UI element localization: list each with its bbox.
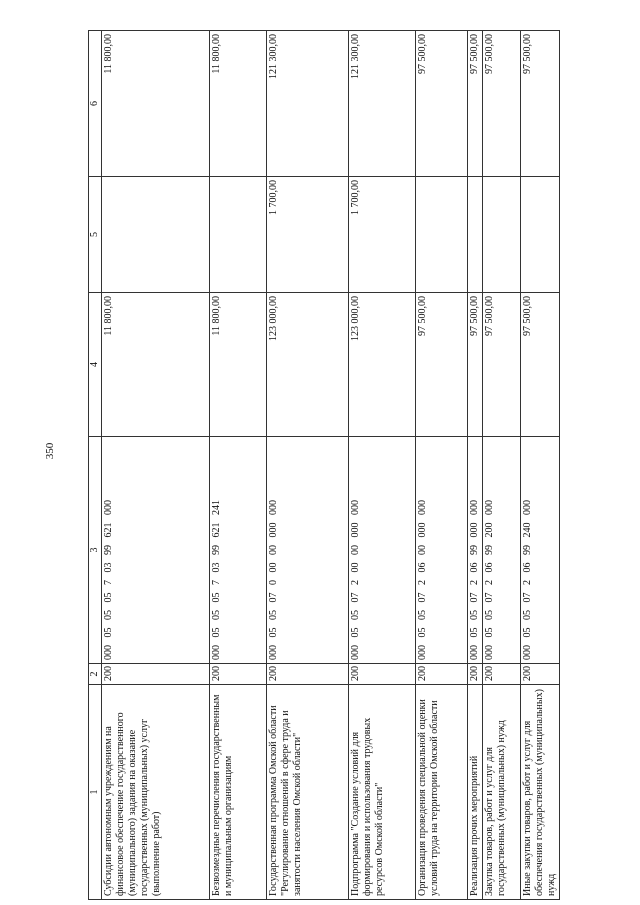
- row-code-cell: 000 05 05 05 7 03 99 621 241: [210, 437, 267, 664]
- row-value-6-cell: 97 500,00: [468, 31, 483, 177]
- table-row: [416, 31, 468, 900]
- row-name-cell: Закупка товаров, работ и услуг для государственных (муниципальных) нужд: [483, 685, 521, 900]
- row-value-4-cell: 123 000,00: [349, 293, 416, 437]
- table-row: [210, 31, 267, 900]
- row-code-cell: 000 05 05 07 2 06 99 200 000: [483, 437, 521, 664]
- row-value-4-cell: 97 500,00: [483, 293, 521, 437]
- header-row: [89, 31, 102, 900]
- row-type-cell: 200: [102, 664, 210, 685]
- table-row: [483, 31, 521, 900]
- row-value-5-cell: [483, 177, 521, 293]
- row-value-6-cell: 11 800,00: [102, 31, 210, 177]
- row-value-4-cell: 97 500,00: [416, 293, 468, 437]
- row-type-cell: 200: [349, 664, 416, 685]
- row-value-5-cell: 1 700,00: [349, 177, 416, 293]
- header-cell-1: 1: [89, 685, 102, 900]
- row-name-cell: Организация проведения специальной оценки условий труда на территории Омской области: [416, 685, 468, 900]
- row-type-cell: 200: [210, 664, 267, 685]
- table-row: [468, 31, 483, 900]
- row-value-4-cell: 97 500,00: [521, 293, 560, 437]
- row-value-5-cell: [210, 177, 267, 293]
- table-row: [521, 31, 560, 900]
- table-row: [267, 31, 349, 900]
- row-type-cell: 200: [468, 664, 483, 685]
- row-code-cell: 000 05 05 05 7 03 99 621 000: [102, 437, 210, 664]
- page-number: 350: [44, 442, 56, 460]
- header-cell-6: 6: [89, 31, 102, 177]
- row-type-cell: 200: [521, 664, 560, 685]
- row-value-6-cell: 97 500,00: [521, 31, 560, 177]
- table-body: [89, 31, 560, 900]
- row-value-5-cell: [416, 177, 468, 293]
- row-value-5-cell: [102, 177, 210, 293]
- row-code-cell: 000 05 05 07 2 00 00 000 000: [349, 437, 416, 664]
- header-cell-4: 4: [89, 293, 102, 437]
- row-value-5-cell: [468, 177, 483, 293]
- header-cell-2: 2: [89, 664, 102, 685]
- rotated-table-sheet: [88, 31, 557, 900]
- row-value-5-cell: [521, 177, 560, 293]
- row-name-cell: Безвозмездные перечисления государственным и муниципальным организациям: [210, 685, 267, 900]
- row-code-cell: 000 05 05 07 2 06 99 000 000: [468, 437, 483, 664]
- table-row: [349, 31, 416, 900]
- row-value-4-cell: 11 800,00: [210, 293, 267, 437]
- row-value-4-cell: 123 000,00: [267, 293, 349, 437]
- header-cell-5: 5: [89, 177, 102, 293]
- row-type-cell: 200: [483, 664, 521, 685]
- row-type-cell: 200: [267, 664, 349, 685]
- row-name-cell: Иные закупки товаров, работ и услуг для обеспечения государственных (муниципальных) нужд: [521, 685, 560, 900]
- row-name-cell: Подпрограмма "Создание условий для формирования и использования трудовых ресурсов Омской области": [349, 685, 416, 900]
- row-value-6-cell: 97 500,00: [483, 31, 521, 177]
- row-name-cell: Государственная программа Омской области "Регулирование отношений в сфере труда и занятости населения Омской области": [267, 685, 349, 900]
- row-code-cell: 000 05 05 07 2 06 00 000 000: [416, 437, 468, 664]
- header-cell-3: 3: [89, 437, 102, 664]
- budget-table: [88, 30, 560, 900]
- row-value-5-cell: 1 700,00: [267, 177, 349, 293]
- table-row: [102, 31, 210, 900]
- row-value-6-cell: 121 300,00: [349, 31, 416, 177]
- row-name-cell: Субсидии автономным учреждениям на финансовое обеспечение государственного (муниципального) задания на оказание государственных (муниципальных) услуг (выполнение работ): [102, 685, 210, 900]
- row-value-6-cell: 11 800,00: [210, 31, 267, 177]
- row-value-6-cell: 121 300,00: [267, 31, 349, 177]
- row-value-4-cell: 11 800,00: [102, 293, 210, 437]
- row-type-cell: 200: [416, 664, 468, 685]
- row-code-cell: 000 05 05 07 0 00 00 000 000: [267, 437, 349, 664]
- row-code-cell: 000 05 05 07 2 06 99 240 000: [521, 437, 560, 664]
- row-value-4-cell: 97 500,00: [468, 293, 483, 437]
- row-value-6-cell: 97 500,00: [416, 31, 468, 177]
- row-name-cell: Реализация прочих мероприятий: [468, 685, 483, 900]
